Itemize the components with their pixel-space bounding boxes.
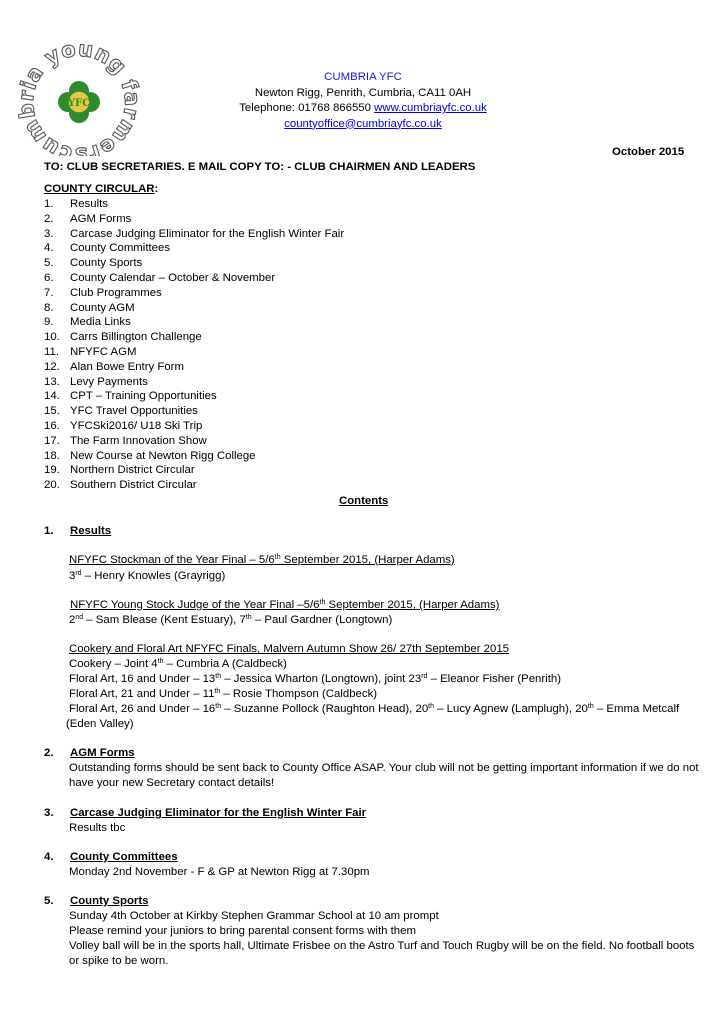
text-run: September 2015, (Harper Adams) <box>325 599 500 611</box>
floral21-result <box>69 687 377 702</box>
org-name: CUMBRIA YFC <box>324 71 402 83</box>
logo-ring-text: cum ia young f mers <box>18 44 140 156</box>
superscript: th <box>215 703 222 710</box>
website-link[interactable]: www.cumbriayfc.co.uk <box>374 102 487 114</box>
section-title-sports: County Sports <box>70 895 149 907</box>
section-number: 2. <box>44 747 54 759</box>
contents-item-number: 19. <box>44 464 60 477</box>
contents-item-label: Carrs Billington Challenge <box>70 331 202 344</box>
text-run: – Rosie Thompson (Caldbeck) <box>220 688 378 700</box>
superscript: th <box>274 554 281 561</box>
sports-line-3: Volley ball will be in the sports hall, Ultimate Frisbee on the Astro Turf and Touch Rugby will be on the field. No football boots or spike to be worn. <box>69 940 695 967</box>
sports-line-1: Sunday 4th October at Kirkby Stephen Grammar School at 10 am prompt <box>69 910 439 922</box>
contents-item-label: Southern District Circular <box>70 479 197 492</box>
contents-item-label: AGM Forms <box>70 212 132 225</box>
agm-forms-body: Outstanding forms should be sent back to County Office ASAP. Your club will not be getting important information if we do not have your new Secretary contact details! <box>69 762 699 789</box>
superscript: rd <box>421 673 428 680</box>
text-run: NFYFC Young Stock Judge of the Year Final –5/6 <box>70 599 320 611</box>
to-line: TO: CLUB SECRETARIES. E MAIL COPY TO: - CLUB CHAIRMEN AND LEADERS <box>44 161 476 173</box>
contents-item-number: 8. <box>44 301 54 314</box>
telephone-text: Telephone: 01768 866550 <box>239 102 375 114</box>
org-address: Newton Rigg, Penrith, Cumbria, CA11 0AH <box>254 86 472 99</box>
text-run: – Emma Metcalf <box>593 703 680 715</box>
superscript: th <box>245 614 252 621</box>
contents-item-number: 18. <box>44 449 60 462</box>
circular-title-colon: : <box>154 183 159 195</box>
sports-line-2: Please remind your juniors to bring parental consent forms with them <box>69 925 416 937</box>
contents-heading: Contents <box>339 495 389 507</box>
text-run: – Cumbria A (Caldbeck) <box>163 658 287 670</box>
contents-item-label: County Calendar – October & November <box>70 272 276 284</box>
superscript: nd <box>75 614 84 621</box>
circular-date: October 2015 <box>612 146 685 158</box>
section-title-results: Results <box>70 525 112 537</box>
contents-item-label: New Course at Newton Rigg College <box>70 449 256 462</box>
contents-item-label: County AGM <box>70 301 135 314</box>
floral26-continued: (Eden Valley) <box>66 718 134 730</box>
clover-icon <box>58 81 100 123</box>
contents-item-label: Media Links <box>70 316 131 329</box>
floral26-result <box>69 702 679 717</box>
contents-item-number: 5. <box>44 257 54 270</box>
stockman-result <box>69 569 225 584</box>
contents-item-number: 11. <box>44 346 59 358</box>
contents-item-label: CPT – Training Opportunities <box>70 390 217 403</box>
contents-item-label: Levy Payments <box>70 375 148 388</box>
text-run: NFYFC Stockman of the Year Final – 5/6 <box>69 554 275 566</box>
section-title-committees: County Committees <box>70 851 178 863</box>
contents-item-number: 10. <box>44 331 60 344</box>
email-link[interactable]: countyoffice@cumbriayfc.co.uk <box>284 117 442 130</box>
carcase-body: Results tbc <box>69 822 126 834</box>
superscript: th <box>428 703 435 710</box>
logo-badge-text: YFC <box>67 98 91 109</box>
section-title-carcase: Carcase Judging Eliminator for the English Winter Fair <box>70 807 367 819</box>
section-title-agm-forms: AGM Forms <box>70 747 135 759</box>
contents-item-number: 9. <box>44 316 54 329</box>
contents-item-label: YFC Travel Opportunities <box>70 405 198 418</box>
contents-item-number: 15. <box>44 405 60 418</box>
section-number: 4. <box>44 851 54 863</box>
contents-item-number: 3. <box>44 227 54 240</box>
contents-item-label: Alan Bowe Entry Form <box>70 360 184 373</box>
org-telephone <box>200 101 526 117</box>
section-number: 5. <box>44 895 54 907</box>
text-run: – Henry Knowles (Grayrigg) <box>81 570 226 582</box>
superscript: th <box>157 658 164 665</box>
section-number: 3. <box>44 807 54 819</box>
cookery-title: Cookery and Floral Art NFYFC Finals, Malvern Autumn Show 26/ 27th September 2015 <box>69 643 510 655</box>
cookery-result <box>69 657 287 672</box>
text-run: Floral Art, 26 and Under – 16 <box>69 703 216 715</box>
contents-item-number: 1. <box>44 198 54 210</box>
contents-item-number: 14. <box>44 390 60 403</box>
contents-item-label: Club Programmes <box>70 286 162 299</box>
text-run: 3 <box>69 570 76 582</box>
committees-body: Monday 2nd November - F & GP at Newton Rigg at 7.30pm <box>69 866 370 878</box>
contents-item-label: Northern District Circular <box>70 464 195 477</box>
judge-title <box>70 598 499 613</box>
contents-item-number: 4. <box>44 242 54 255</box>
contents-item-number: 17. <box>44 434 60 447</box>
contents-item-number: 6. <box>44 272 54 284</box>
text-run: 2 <box>69 614 76 626</box>
text-run: – Jessica Wharton (Longtown), joint 23 <box>221 673 422 685</box>
contents-item-label: NFYFC AGM <box>70 346 137 358</box>
contents-item-number: 20. <box>44 479 60 492</box>
contents-item-label: Results <box>70 198 108 210</box>
superscript: th <box>319 599 326 606</box>
circular-title-text: COUNTY CIRCULAR <box>44 183 155 195</box>
contents-item-label: Carcase Judging Eliminator for the English Winter Fair <box>70 227 345 240</box>
text-run: September 2015, (Harper Adams) <box>280 554 455 566</box>
text-run: – Suzanne Pollock (Raughton Head), 20 <box>221 703 429 715</box>
contents-item-number: 16. <box>44 420 60 432</box>
floral16-result <box>69 672 561 687</box>
contents-item-number: 2. <box>44 212 54 225</box>
contents-item-label: The Farm Innovation Show <box>70 434 207 447</box>
text-run: – Lucy Agnew (Lamplugh), 20 <box>434 703 588 715</box>
letterhead <box>200 70 526 132</box>
superscript: th <box>215 673 222 680</box>
stockman-title <box>69 553 455 568</box>
section-number: 1. <box>44 525 54 537</box>
contents-item-label: County Sports <box>70 257 143 270</box>
judge-result <box>69 613 392 628</box>
superscript: th <box>587 703 594 710</box>
text-run: – Sam Blease (Kent Estuary), 7 <box>83 614 246 626</box>
contents-item-label: YFCSki2016/ U18 Ski Trip <box>70 420 203 432</box>
cumbria-yfc-logo <box>18 44 140 156</box>
circular-title <box>44 182 158 197</box>
contents-item-number: 13. <box>44 375 60 388</box>
text-run: Floral Art, 21 and Under – 11 <box>69 688 215 700</box>
contents-item-number: 12. <box>44 360 60 373</box>
superscript: rd <box>75 570 82 577</box>
superscript: th <box>214 688 221 695</box>
text-run: – Paul Gardner (Longtown) <box>251 614 393 626</box>
contents-item-label: County Committees <box>70 242 171 255</box>
text-run: – Eleanor Fisher (Penrith) <box>427 673 562 685</box>
text-run: Cookery – Joint 4 <box>69 658 158 670</box>
contents-item-number: 7. <box>44 286 54 299</box>
text-run: Floral Art, 16 and Under – 13 <box>69 673 216 685</box>
